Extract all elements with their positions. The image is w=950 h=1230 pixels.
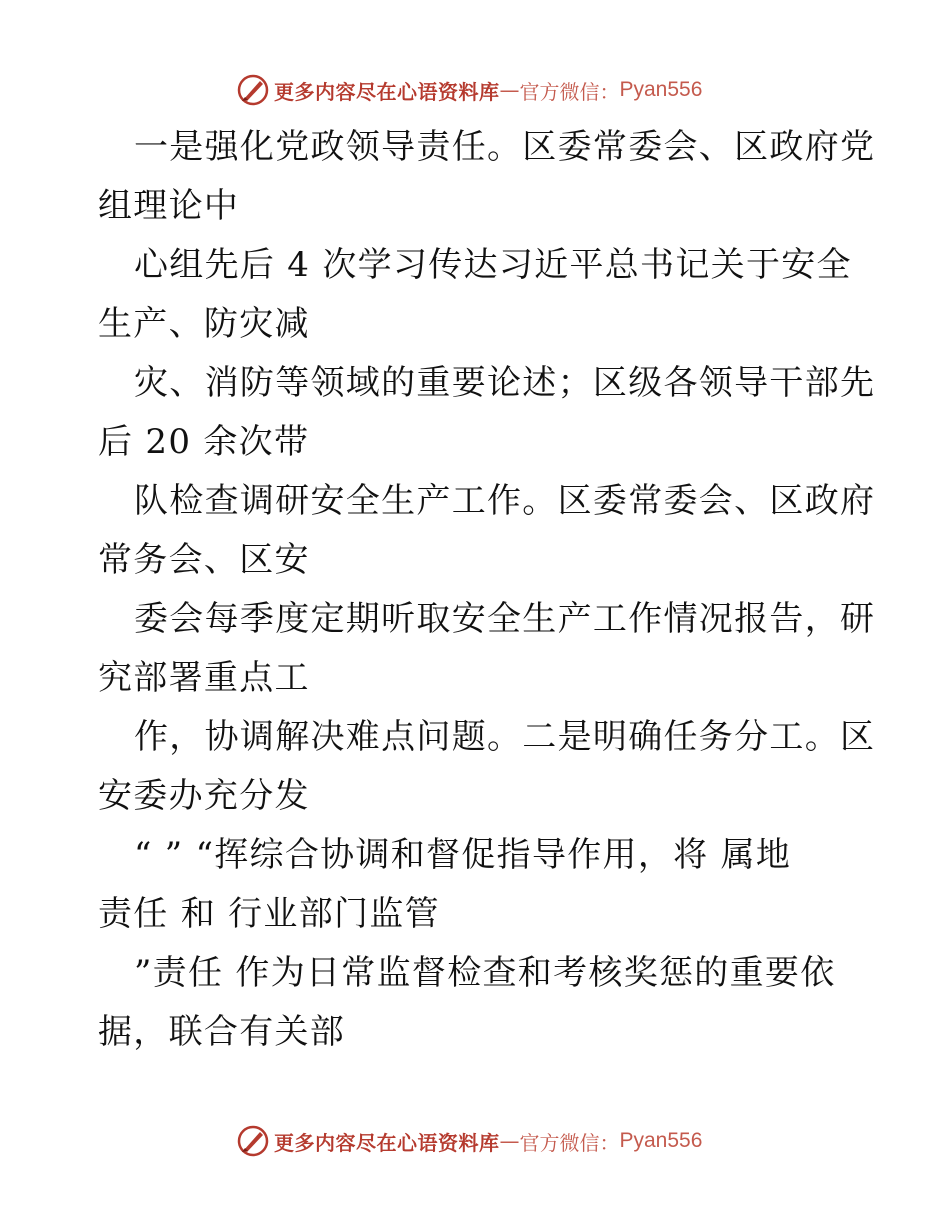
- paragraph-line: 队检查调研安全生产工作。区委常委会、区政府: [134, 481, 876, 521]
- paragraph-5: [98, 590, 876, 708]
- paragraph-line: 作，协调解决难点问题。二是明确任务分工。区: [134, 717, 876, 757]
- quill-pen-logo-icon: [236, 1124, 270, 1158]
- paragraph-line: 据，联合有关部: [98, 1012, 346, 1052]
- paragraph-4: [98, 472, 876, 590]
- paragraph-line: 组理论中: [98, 186, 240, 226]
- paragraph-line: 责任 和 行业部门监管: [98, 894, 440, 934]
- paragraph-line: 委会每季度定期听取安全生产工作情况报告，研: [134, 599, 876, 639]
- document-body: [98, 118, 876, 1062]
- paragraph-line: ”责任 作为日常监督检查和考核奖惩的重要依: [134, 953, 836, 993]
- paragraph-line: 生产、防灾减: [98, 304, 310, 344]
- banner-dash: —: [499, 1129, 520, 1153]
- paragraph-3: [98, 354, 876, 472]
- paragraph-line: 灾、消防等领域的重要论述；区级各领导干部先: [134, 363, 876, 403]
- paragraph-2: [98, 236, 868, 354]
- banner-brand-text: 更多内容尽在心语资料库: [274, 1130, 500, 1155]
- paragraph-line: 安委办充分发: [98, 776, 310, 816]
- banner-wechat-label: 官方微信：: [519, 79, 620, 104]
- paragraph-line: 常务会、区安: [98, 540, 310, 580]
- paragraph-line: 后 20 余次带: [98, 422, 310, 462]
- banner-wechat-id: Pyan556: [619, 1129, 703, 1152]
- quill-pen-logo-icon: [236, 73, 270, 107]
- paragraph-7: [98, 826, 868, 944]
- banner-brand-text: 更多内容尽在心语资料库: [274, 79, 500, 104]
- paragraph-line: 心组先后 4 次学习传达习近平总书记关于安全: [134, 245, 852, 285]
- paragraph-line: “ ” “挥综合协调和督促指导作用，将 属地: [134, 835, 792, 875]
- footer-banner: [236, 1123, 702, 1159]
- banner-dash: —: [499, 78, 520, 102]
- paragraph-line: 一是强化党政领导责任。区委常委会、区政府党: [134, 127, 876, 167]
- paragraph-6: [98, 708, 876, 826]
- paragraph-line: 究部署重点工: [98, 658, 310, 698]
- paragraph-8: [98, 944, 868, 1062]
- banner-wechat-label: 官方微信：: [519, 1130, 620, 1155]
- banner-wechat-id: Pyan556: [619, 78, 703, 101]
- paragraph-1: [98, 118, 876, 236]
- header-banner: [236, 72, 702, 108]
